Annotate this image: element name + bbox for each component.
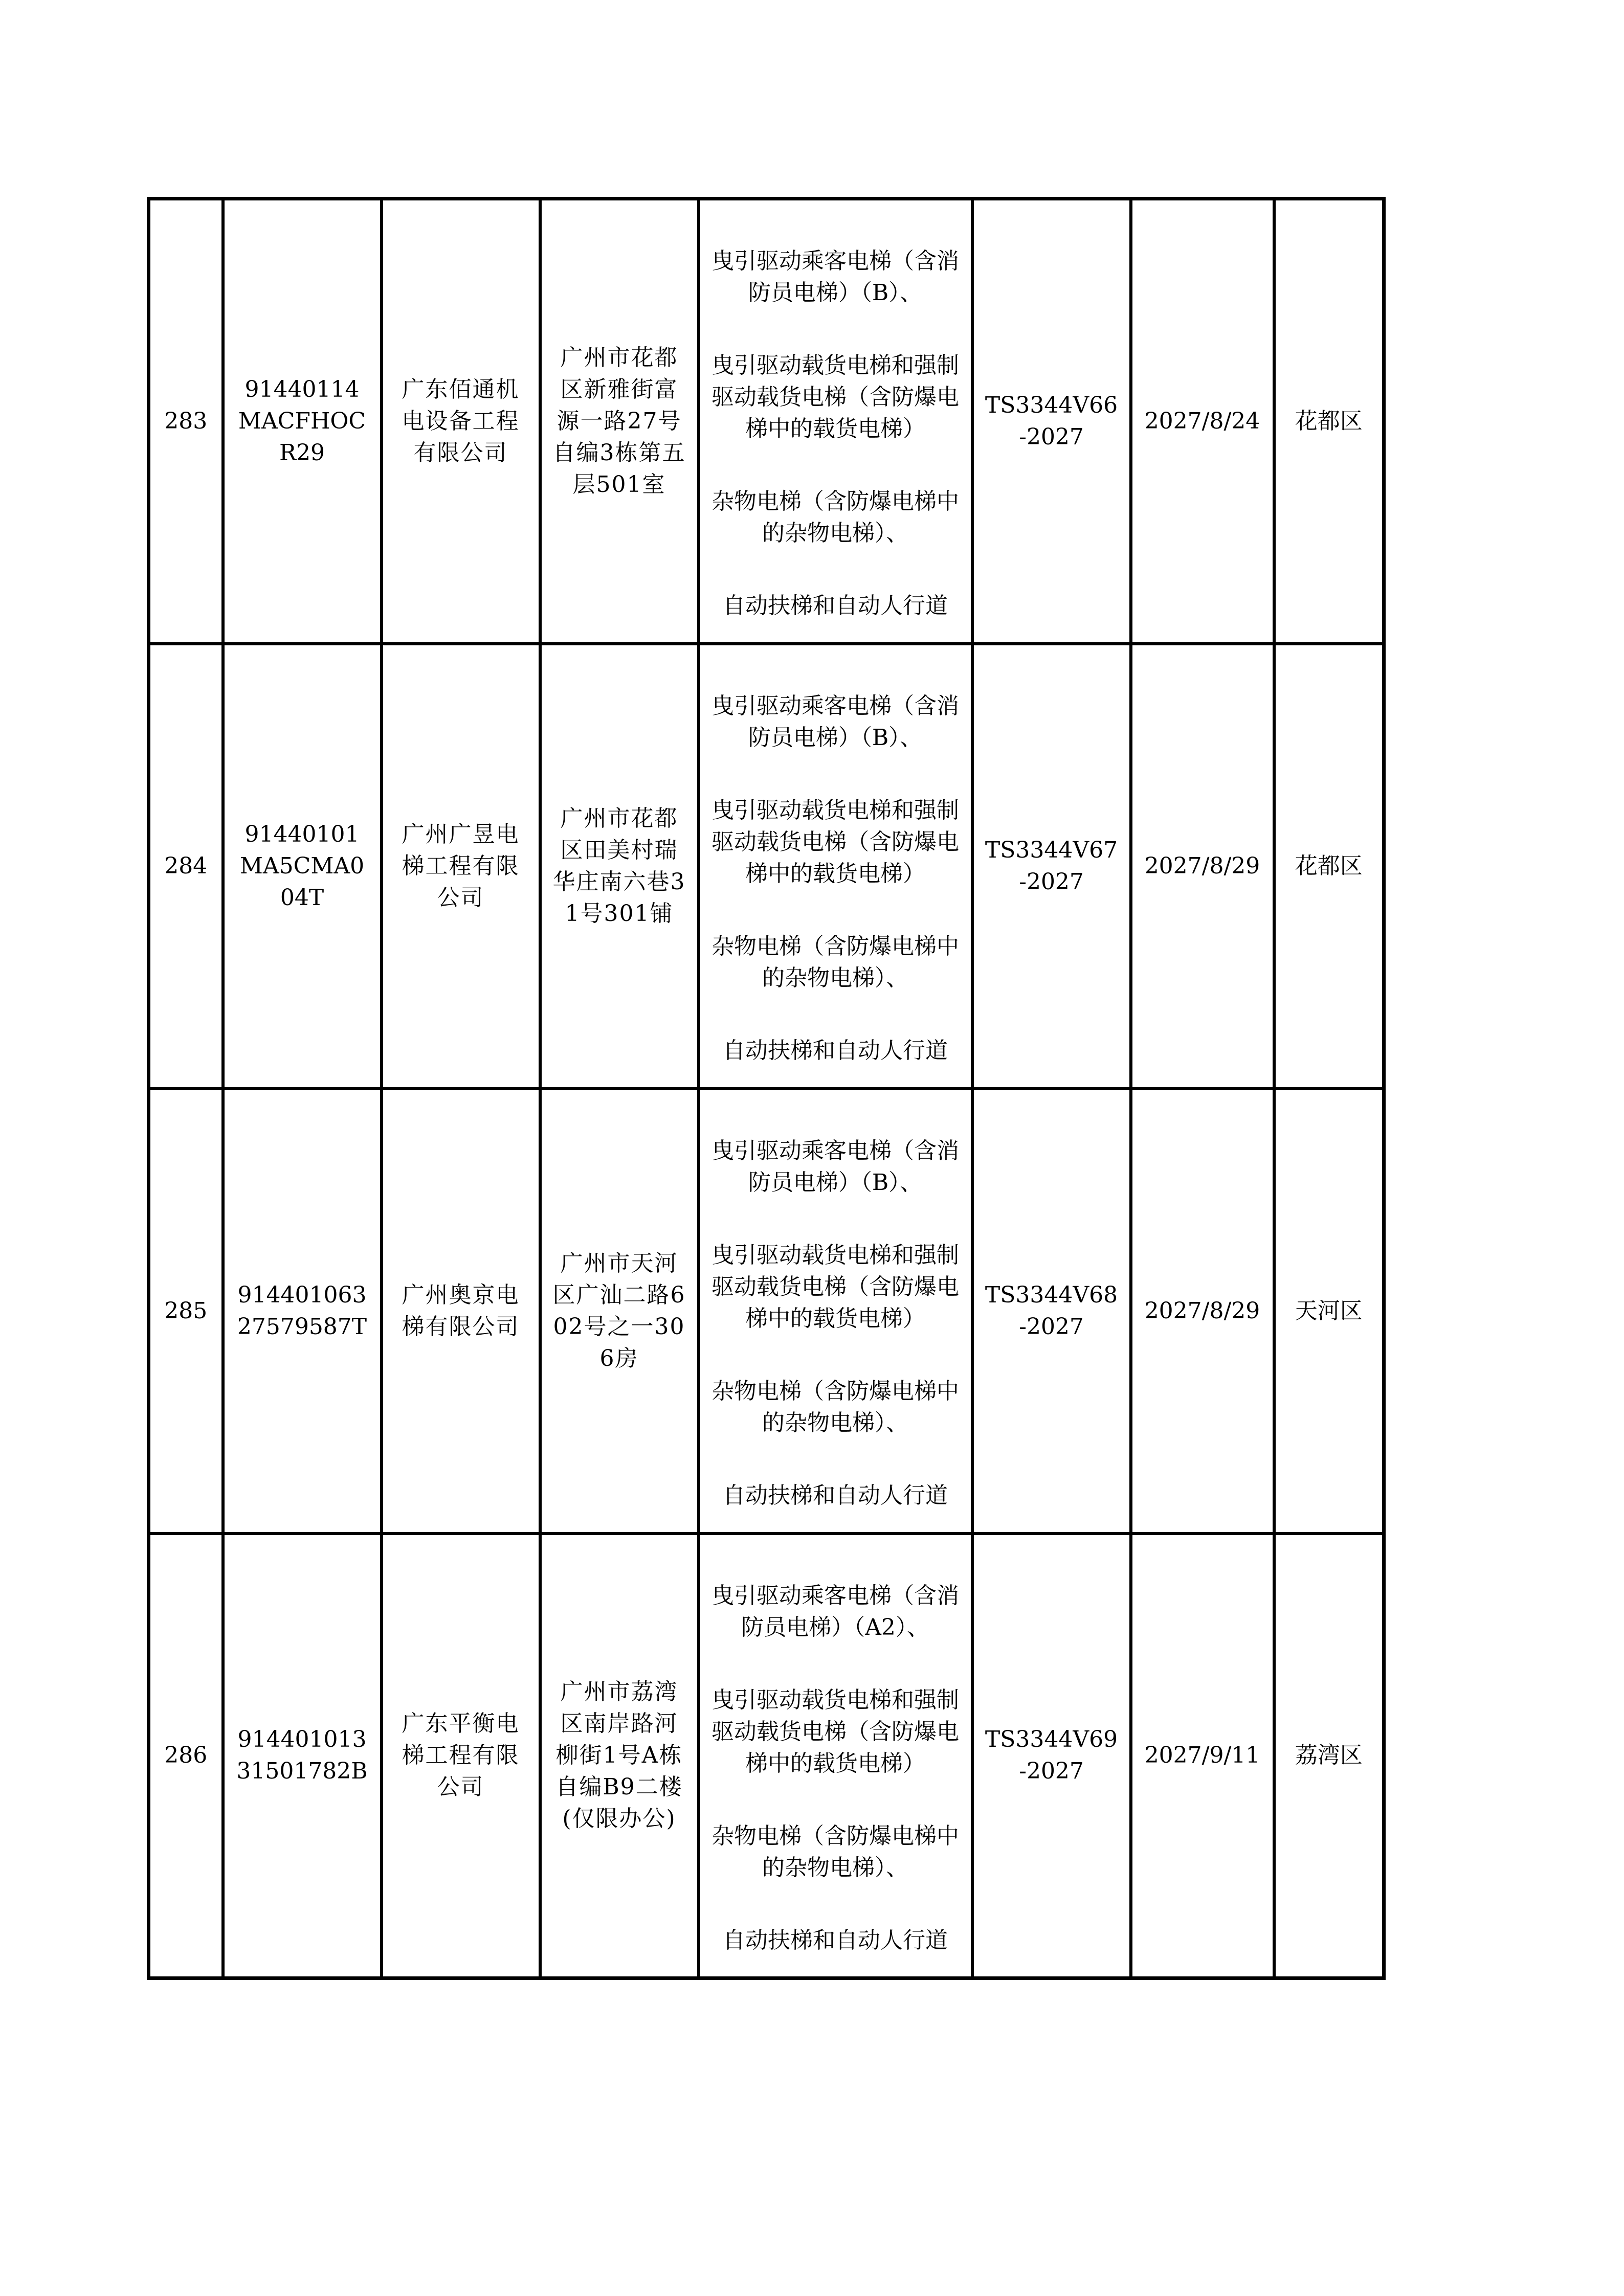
district: 天河区 [1274, 1089, 1384, 1534]
company-address: 广州市花都区田美村瑞华庄南六巷31号301铺 [540, 644, 699, 1089]
scope-item: 杂物电梯（含防爆电梯中的杂物电梯）、 [711, 1822, 959, 1881]
table-row [149, 199, 1384, 644]
scope-item: 曳引驱动乘客电梯（含消防员电梯）（B）、 [711, 1137, 959, 1196]
sequence-number: 285 [149, 1089, 223, 1534]
scope-item: 曳引驱动乘客电梯（含消防员电梯）（B）、 [711, 692, 959, 751]
table-row [149, 1089, 1384, 1534]
license-scope [699, 1534, 972, 1978]
district: 荔湾区 [1274, 1534, 1384, 1978]
scope-list [705, 1090, 966, 1529]
certificate-number: TS3344V68-2027 [972, 1089, 1131, 1534]
scope-item: 杂物电梯（含防爆电梯中的杂物电梯）、 [711, 933, 959, 991]
scope-item: 自动扶梯和自动人行道 [723, 593, 948, 619]
credit-code: 91440101331501782B [223, 1534, 382, 1978]
scope-item: 曳引驱动载货电梯和强制驱动载货电梯（含防爆电梯中的载货电梯） [711, 352, 959, 442]
scope-item: 曳引驱动乘客电梯（含消防员电梯）（A2）、 [711, 1582, 959, 1640]
expiry-date: 2027/8/29 [1131, 644, 1274, 1089]
license-scope [699, 199, 972, 644]
scope-list [705, 200, 966, 639]
scope-item: 自动扶梯和自动人行道 [723, 1037, 948, 1064]
district: 花都区 [1274, 199, 1384, 644]
company-address: 广州市荔湾区南岸路河柳街1号A栋自编B9二楼(仅限办公) [540, 1534, 699, 1978]
company-name: 广州奥京电梯有限公司 [382, 1089, 540, 1534]
scope-item: 曳引驱动乘客电梯（含消防员电梯）（B）、 [711, 248, 959, 306]
sequence-number: 286 [149, 1534, 223, 1978]
scope-item: 自动扶梯和自动人行道 [723, 1927, 948, 1953]
scope-item: 自动扶梯和自动人行道 [723, 1482, 948, 1509]
scope-item: 杂物电梯（含防爆电梯中的杂物电梯）、 [711, 488, 959, 546]
company-address: 广州市天河区广汕二路602号之一306房 [540, 1089, 699, 1534]
table-body [149, 199, 1384, 1978]
scope-list [705, 645, 966, 1084]
credit-code: 91440106327579587T [223, 1089, 382, 1534]
table-row [149, 644, 1384, 1089]
company-name: 广东佰通机电设备工程有限公司 [382, 199, 540, 644]
credit-code: 91440114MACFHOCR29 [223, 199, 382, 644]
sequence-number: 284 [149, 644, 223, 1089]
expiry-date: 2027/8/24 [1131, 199, 1274, 644]
scope-item: 曳引驱动载货电梯和强制驱动载货电梯（含防爆电梯中的载货电梯） [711, 1242, 959, 1332]
certificate-number: TS3344V66-2027 [972, 199, 1131, 644]
license-scope [699, 644, 972, 1089]
credit-code: 91440101MA5CMA004T [223, 644, 382, 1089]
scope-item: 杂物电梯（含防爆电梯中的杂物电梯）、 [711, 1378, 959, 1436]
license-scope [699, 1089, 972, 1534]
scope-item: 曳引驱动载货电梯和强制驱动载货电梯（含防爆电梯中的载货电梯） [711, 797, 959, 887]
license-table [147, 197, 1386, 1980]
table-row [149, 1534, 1384, 1978]
district: 花都区 [1274, 644, 1384, 1089]
scope-item: 曳引驱动载货电梯和强制驱动载货电梯（含防爆电梯中的载货电梯） [711, 1686, 959, 1776]
scope-list [705, 1535, 966, 1974]
company-name: 广东平衡电梯工程有限公司 [382, 1534, 540, 1978]
expiry-date: 2027/9/11 [1131, 1534, 1274, 1978]
company-address: 广州市花都区新雅街富源一路27号自编3栋第五层501室 [540, 199, 699, 644]
expiry-date: 2027/8/29 [1131, 1089, 1274, 1534]
company-name: 广州广昱电梯工程有限公司 [382, 644, 540, 1089]
certificate-number: TS3344V67-2027 [972, 644, 1131, 1089]
sequence-number: 283 [149, 199, 223, 644]
certificate-number: TS3344V69-2027 [972, 1534, 1131, 1978]
